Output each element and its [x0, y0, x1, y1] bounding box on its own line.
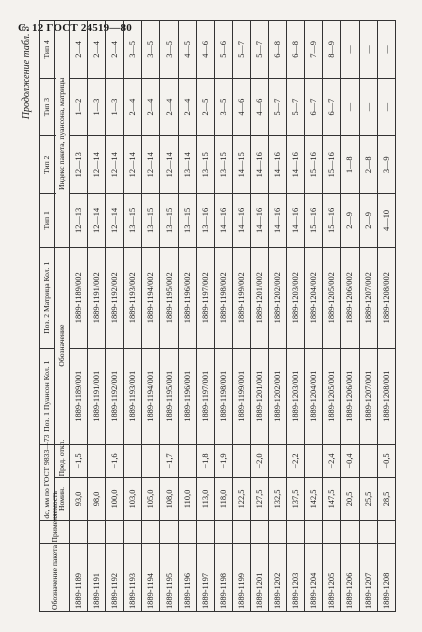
- cell-pkg: 1889-1192: [106, 544, 124, 612]
- table-row: [178, 21, 196, 612]
- table-row: [359, 21, 377, 612]
- table-row: [323, 21, 341, 612]
- cell-t1: 12—14: [88, 194, 106, 247]
- cell-t4: 6—8: [287, 21, 305, 79]
- cell-t4: 3—5: [160, 21, 178, 79]
- cell-dev: −2,2: [287, 444, 305, 478]
- cell-t3: 1—3: [88, 78, 106, 136]
- cell-p1: 1889-1198/001: [214, 348, 232, 444]
- cell-t3: 5—7: [269, 78, 287, 136]
- header-index: Индекс пакета, пуансона, матрицы: [55, 21, 70, 248]
- cell-pkg: 1889-1193: [124, 544, 142, 612]
- header-type3: Тип 3: [40, 78, 55, 136]
- cell-nom: 132,5: [269, 478, 287, 520]
- cell-applicability: [232, 520, 250, 544]
- cell-nom: 118,0: [214, 478, 232, 520]
- data-table: [39, 20, 396, 612]
- cell-p2: 1889-1207/002: [359, 247, 377, 348]
- header-nominal: Номин.: [55, 478, 70, 520]
- cell-pkg: 1889-1207: [359, 544, 377, 612]
- cell-dev: [124, 444, 142, 478]
- cell-nom: 122,5: [232, 478, 250, 520]
- cell-applicability: [106, 520, 124, 544]
- cell-p2: 1889-1208/002: [377, 247, 395, 348]
- cell-dev: −1,6: [106, 444, 124, 478]
- header-deviation: Пред. откл.: [55, 444, 70, 478]
- header-designation: Обозначение: [55, 247, 70, 444]
- table-row: [250, 21, 268, 612]
- cell-t4: 4—5: [178, 21, 196, 79]
- cell-t4: 2—4: [70, 21, 88, 79]
- cell-p2: 1889-1195/002: [160, 247, 178, 348]
- cell-applicability: [178, 520, 196, 544]
- cell-nom: 20,5: [341, 478, 359, 520]
- cell-p2: 1889-1196/002: [178, 247, 196, 348]
- cell-pkg: 1889-1191: [88, 544, 106, 612]
- cell-t2: 12—14: [106, 136, 124, 194]
- cell-t2: 13—15: [214, 136, 232, 194]
- cell-t2: 12—14: [160, 136, 178, 194]
- cell-t1: 14—16: [287, 194, 305, 247]
- cell-t4: 4—6: [196, 21, 214, 79]
- cell-t1: 2—9: [359, 194, 377, 247]
- table-row: [88, 21, 106, 612]
- cell-t4: 2—4: [88, 21, 106, 79]
- cell-applicability: [323, 520, 341, 544]
- table-row: [70, 21, 88, 612]
- cell-applicability: [142, 520, 160, 544]
- cell-t3: 3—5: [214, 78, 232, 136]
- cell-pkg: 1889-1197: [196, 544, 214, 612]
- cell-t3: 6—7: [323, 78, 341, 136]
- cell-t2: 12—14: [124, 136, 142, 194]
- cell-t1: 2—9: [341, 194, 359, 247]
- cell-p1: 1889-1191/001: [88, 348, 106, 444]
- cell-p1: 1889-1196/001: [178, 348, 196, 444]
- cell-nom: 98,0: [88, 478, 106, 520]
- cell-t1: 13—16: [196, 194, 214, 247]
- cell-t1: 15—16: [305, 194, 323, 247]
- cell-pkg: 1889-1203: [287, 544, 305, 612]
- cell-t4: 5—6: [214, 21, 232, 79]
- cell-pkg: 1889-1205: [323, 544, 341, 612]
- cell-p2: 1889-1202/002: [269, 247, 287, 348]
- cell-t1: 13—15: [178, 194, 196, 247]
- cell-dev: [305, 444, 323, 478]
- cell-p2: 1889-1203/002: [287, 247, 305, 348]
- cell-t2: 12—13: [70, 136, 88, 194]
- cell-p2: 1889-1204/002: [305, 247, 323, 348]
- table-row: [287, 21, 305, 612]
- table-row: [160, 21, 178, 612]
- cell-p2: 1889-1189/002: [70, 247, 88, 348]
- cell-nom: 93,0: [70, 478, 88, 520]
- cell-p1: 1889-1195/001: [160, 348, 178, 444]
- cell-t2: 15—16: [305, 136, 323, 194]
- cell-p1: 1889-1203/001: [287, 348, 305, 444]
- cell-p1: 1889-1202/001: [269, 348, 287, 444]
- cell-t3: 2—4: [124, 78, 142, 136]
- table-row: [196, 21, 214, 612]
- cell-t4: 6—8: [269, 21, 287, 79]
- cell-t3: 5—7: [287, 78, 305, 136]
- cell-t3: 1—2: [70, 78, 88, 136]
- cell-t4: —: [341, 21, 359, 79]
- cell-t1: 13—15: [124, 194, 142, 247]
- cell-p1: 1889-1194/001: [142, 348, 160, 444]
- header-package: Обозначение пакета: [40, 544, 70, 612]
- table-row: [305, 21, 323, 612]
- header-type2: Тип 2: [40, 136, 55, 194]
- cell-pkg: 1889-1208: [377, 544, 395, 612]
- cell-p1: 1889-1193/001: [124, 348, 142, 444]
- table-row: [214, 21, 232, 612]
- cell-t2: 1—8: [341, 136, 359, 194]
- cell-nom: 103,0: [124, 478, 142, 520]
- header-plate2: Поз. 2 Матрица Кол. 1: [40, 247, 55, 348]
- table-row: [142, 21, 160, 612]
- cell-t2: 14—16: [287, 136, 305, 194]
- cell-t1: 12—14: [106, 194, 124, 247]
- cell-applicability: [214, 520, 232, 544]
- header-type1: Тип 1: [40, 194, 55, 247]
- cell-nom: 127,5: [250, 478, 268, 520]
- cell-t3: 2—4: [142, 78, 160, 136]
- cell-p2: 1889-1206/002: [341, 247, 359, 348]
- cell-pkg: 1889-1201: [250, 544, 268, 612]
- cell-t4: —: [377, 21, 395, 79]
- cell-p2: 1889-1193/002: [124, 247, 142, 348]
- cell-t3: 1—3: [106, 78, 124, 136]
- rotated-table-page: [17, 20, 399, 612]
- cell-t1: 14—16: [232, 194, 250, 247]
- cell-dev: −0,5: [377, 444, 395, 478]
- cell-t1: 14—16: [214, 194, 232, 247]
- cell-nom: 110,0: [178, 478, 196, 520]
- cell-t1: 13—15: [160, 194, 178, 247]
- cell-p1: 1889-1208/001: [377, 348, 395, 444]
- cell-applicability: [359, 520, 377, 544]
- cell-nom: 28,5: [377, 478, 395, 520]
- cell-t2: 15—16: [323, 136, 341, 194]
- cell-nom: 25,5: [359, 478, 377, 520]
- cell-t1: 15—16: [323, 194, 341, 247]
- cell-t3: 4—6: [250, 78, 268, 136]
- cell-t3: 2—4: [160, 78, 178, 136]
- cell-t2: 14—16: [250, 136, 268, 194]
- cell-dev: −0,4: [341, 444, 359, 478]
- table-row: [106, 21, 124, 612]
- cell-t3: 2—5: [196, 78, 214, 136]
- cell-pkg: 1889-1206: [341, 544, 359, 612]
- cell-t2: 12—14: [142, 136, 160, 194]
- cell-t1: 14—16: [250, 194, 268, 247]
- cell-dev: [359, 444, 377, 478]
- table-row: [377, 21, 395, 612]
- cell-dev: [269, 444, 287, 478]
- cell-t2: 12—14: [88, 136, 106, 194]
- cell-t2: 2—8: [359, 136, 377, 194]
- cell-pkg: 1889-1204: [305, 544, 323, 612]
- cell-pkg: 1889-1196: [178, 544, 196, 612]
- cell-dev: −1,7: [160, 444, 178, 478]
- header-plate1: Поз. 1 Пуансон Кол. 1: [40, 348, 55, 444]
- cell-applicability: [70, 520, 88, 544]
- table-row: [269, 21, 287, 612]
- cell-dev: −1,8: [196, 444, 214, 478]
- cell-t2: 13—15: [196, 136, 214, 194]
- cell-t4: 2—4: [106, 21, 124, 79]
- cell-applicability: [124, 520, 142, 544]
- cell-p1: 1889-1192/001: [106, 348, 124, 444]
- cell-applicability: [305, 520, 323, 544]
- cell-t2: 14—16: [269, 136, 287, 194]
- cell-dev: −1,5: [70, 444, 88, 478]
- cell-applicability: [269, 520, 287, 544]
- cell-t1: 12—13: [70, 194, 88, 247]
- cell-t2: 13—14: [178, 136, 196, 194]
- cell-t3: 2—4: [178, 78, 196, 136]
- cell-nom: 105,0: [142, 478, 160, 520]
- cell-p2: 1889-1191/002: [88, 247, 106, 348]
- cell-nom: 100,0: [106, 478, 124, 520]
- cell-pkg: 1889-1199: [232, 544, 250, 612]
- cell-t4: 3—5: [124, 21, 142, 79]
- cell-pkg: 1889-1195: [160, 544, 178, 612]
- header-applicability: Применяемость: [40, 520, 70, 544]
- cell-t3: —: [341, 78, 359, 136]
- header-dc: dс, мм по ГОСТ 9833—73: [40, 444, 55, 520]
- cell-dev: −2,0: [250, 444, 268, 478]
- cell-p2: 1889-1205/002: [323, 247, 341, 348]
- cell-t2: 14—15: [232, 136, 250, 194]
- cell-dev: [178, 444, 196, 478]
- cell-dev: −2,4: [323, 444, 341, 478]
- cell-nom: 113,0: [196, 478, 214, 520]
- cell-t4: 5—7: [250, 21, 268, 79]
- cell-pkg: 1889-1189: [70, 544, 88, 612]
- cell-p1: 1889-1205/001: [323, 348, 341, 444]
- cell-p1: 1889-1199/001: [232, 348, 250, 444]
- cell-pkg: 1889-1198: [214, 544, 232, 612]
- cell-p1: 1889-1206/001: [341, 348, 359, 444]
- continuation-label: Продолжение табл. 3: [21, 26, 32, 120]
- cell-applicability: [88, 520, 106, 544]
- cell-t1: 13—15: [142, 194, 160, 247]
- table-row: [124, 21, 142, 612]
- cell-applicability: [287, 520, 305, 544]
- cell-t4: 5—7: [232, 21, 250, 79]
- cell-dev: [88, 444, 106, 478]
- cell-nom: 147,5: [323, 478, 341, 520]
- cell-nom: 137,5: [287, 478, 305, 520]
- cell-p1: 1889-1189/001: [70, 348, 88, 444]
- cell-t4: —: [359, 21, 377, 79]
- cell-p2: 1889-1198/002: [214, 247, 232, 348]
- cell-applicability: [377, 520, 395, 544]
- cell-p2: 1889-1197/002: [196, 247, 214, 348]
- table-body: [70, 21, 396, 612]
- table-row: [232, 21, 250, 612]
- cell-p1: 1889-1197/001: [196, 348, 214, 444]
- cell-p2: 1889-1194/002: [142, 247, 160, 348]
- cell-t3: —: [359, 78, 377, 136]
- cell-p2: 1889-1201/002: [250, 247, 268, 348]
- cell-dev: [232, 444, 250, 478]
- cell-p2: 1889-1199/002: [232, 247, 250, 348]
- header-type4: Тип 4: [40, 21, 55, 79]
- cell-nom: 142,5: [305, 478, 323, 520]
- page-header: С. 12 ГОСТ 24519—80: [18, 22, 132, 34]
- cell-applicability: [341, 520, 359, 544]
- cell-pkg: 1889-1202: [269, 544, 287, 612]
- cell-nom: 108,0: [160, 478, 178, 520]
- cell-dev: [142, 444, 160, 478]
- cell-p1: 1889-1207/001: [359, 348, 377, 444]
- cell-t3: 4—6: [232, 78, 250, 136]
- cell-t1: 14—16: [269, 194, 287, 247]
- cell-t4: 7—9: [305, 21, 323, 79]
- cell-p2: 1889-1192/002: [106, 247, 124, 348]
- cell-t3: 6—7: [305, 78, 323, 136]
- cell-t2: 3—9: [377, 136, 395, 194]
- cell-applicability: [250, 520, 268, 544]
- cell-t1: 4—10: [377, 194, 395, 247]
- cell-dev: −1,9: [214, 444, 232, 478]
- cell-pkg: 1889-1194: [142, 544, 160, 612]
- cell-p1: 1889-1201/001: [250, 348, 268, 444]
- table-row: [341, 21, 359, 612]
- cell-p1: 1889-1204/001: [305, 348, 323, 444]
- cell-t4: 8—9: [323, 21, 341, 79]
- cell-t3: —: [377, 78, 395, 136]
- cell-applicability: [160, 520, 178, 544]
- cell-t4: 3—5: [142, 21, 160, 79]
- cell-applicability: [196, 520, 214, 544]
